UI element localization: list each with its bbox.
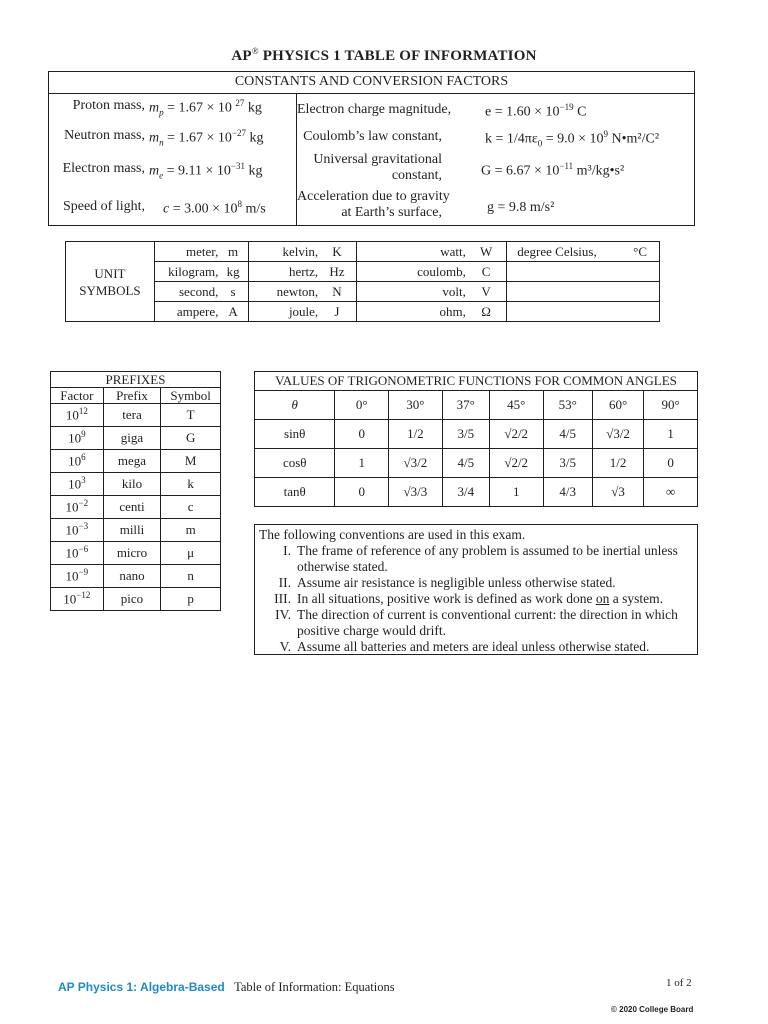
document-name: Table of Information: Equations [234, 980, 395, 994]
constants-box: CONSTANTS AND CONVERSION FACTORS Proton mass, $m_p = 1.67 \times 10$ $^{27}$ kg Neutron mass, $m_n = 1.67 \times 10^{-27}$ kg Electron mass, $m_e = 9.11 \times 10^{-31}$ kg Speed of light, $c = 3.00 \times 10^8$ m/s Electron charge magnitude, $e = 1.60 \times 10^{-19}$ C Coulomb’s law constant, $k = 1/4\pi\varepsilon_0 = 9.0 \times 10^9$ N•m²/C² Universal gravitational constant, $G = 6.67 \times 10^{-11}$ m³/kg•s² Acceleration due to gravity at Earth’s surface, g = 9.8 m/s² [48, 71, 695, 226]
unit-symbols-label: UNIT SYMBOLS [66, 242, 155, 322]
list-item: II. Assume air resistance is negligible unless otherwise stated. [278, 575, 616, 590]
list-item: I. The frame of reference of any problem is assumed to be inertial unless otherwise stated. [283, 543, 678, 574]
conventions-intro: The following conventions are used in this exam. [259, 527, 526, 542]
table-row: $10^{12}$ tera T [51, 404, 221, 427]
table-row: $10^{-3}$ milli m [51, 519, 221, 542]
table-row: $10^{-6}$ micro μ [51, 542, 221, 565]
list-item: V. Assume all batteries and meters are ideal unless otherwise stated. [279, 639, 650, 654]
unit-symbols-table [65, 241, 660, 322]
prefixes-table [50, 371, 221, 611]
course-name: AP Physics 1: Algebra-Based [58, 980, 225, 994]
table-row: ampere, A joule, J ohm, Ω [66, 302, 660, 322]
table-row [51, 372, 221, 388]
list-item: III. In all situations, positive work is defined as work done on a system. [274, 591, 663, 606]
table-row: cosθ 1 √3/2 4/5 √2/2 3/5 1/2 0 [255, 449, 698, 478]
page-title: AP® PHYSICS 1 TABLE OF INFORMATION [231, 46, 537, 64]
prefixes-title: PREFIXES [51, 372, 221, 388]
page-number: 1 of 2 [666, 977, 692, 989]
trig-table [254, 371, 698, 507]
table-row: second, s newton, N volt, V [66, 282, 660, 302]
constant-gravity-acceleration: Acceleration due to gravity at Earth’s surface, g = 9.8 m/s² [297, 189, 555, 220]
footer [58, 980, 395, 995]
table-row: tanθ 0 √3/3 3/4 1 4/3 √3 ∞ [255, 478, 698, 507]
table-row [255, 372, 698, 391]
trig-title: VALUES OF TRIGONOMETRIC FUNCTIONS FOR COMMON ANGLES [255, 372, 698, 391]
table-row: $10^9$ giga G [51, 427, 221, 450]
table-row: sinθ 0 1/2 3/5 √2/2 4/5 √3/2 1 [255, 420, 698, 449]
conventions-box [254, 524, 698, 655]
table-row: $10^3$ kilo k [51, 473, 221, 496]
copyright: © 2020 College Board [611, 1005, 694, 1014]
constants-header: CONSTANTS AND CONVERSION FACTORS [49, 72, 694, 94]
table-row: θ 0° 30° 37° 45° 53° 60° 90° [255, 391, 698, 420]
table-row: Factor Prefix Symbol [51, 388, 221, 404]
table-row: $10^{-2}$ centi c [51, 496, 221, 519]
list-item: IV. The direction of current is conventional current: the direction in which positive charge would drift. [275, 607, 678, 638]
table-row: kilogram, kg hertz, Hz coulomb, C [66, 262, 660, 282]
table-row: $10^{-12}$ pico p [51, 588, 221, 611]
table-row: UNIT SYMBOLS meter, m kelvin, K watt, W degree Celsius, °C [66, 242, 660, 262]
constant-gravitational: Universal gravitational constant, $G = 6.67 \times 10^{-11}$ m³/kg•s² [313, 152, 625, 183]
table-row: $10^6$ mega M [51, 450, 221, 473]
table-row: $10^{-9}$ nano n [51, 565, 221, 588]
